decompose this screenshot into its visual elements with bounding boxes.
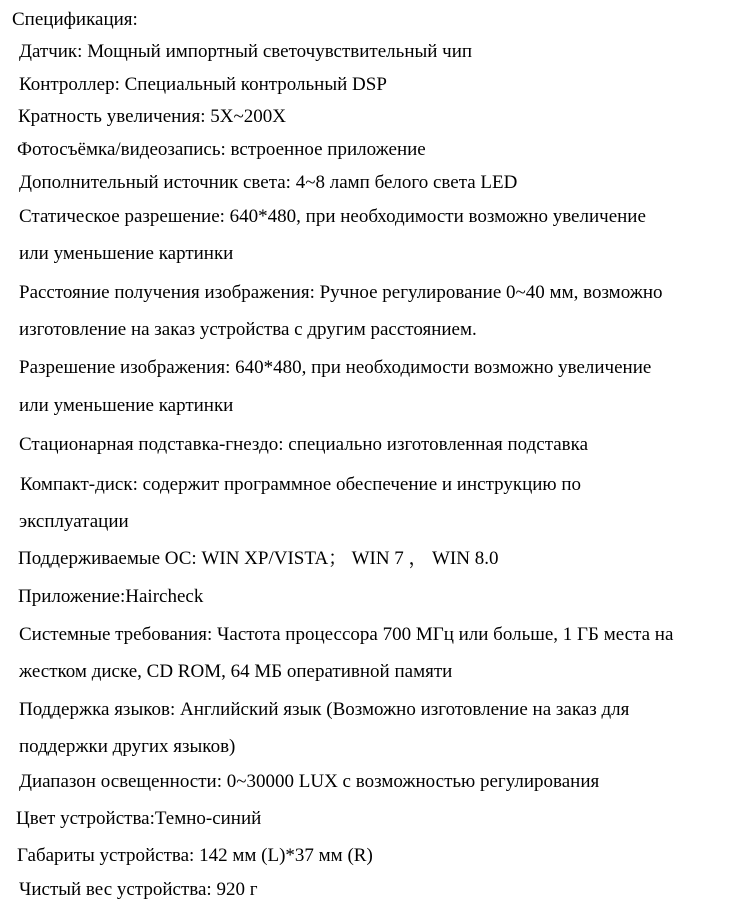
spec-line: Кратность увеличения: 5X~200X [18, 106, 286, 127]
spec-line: эксплуатации [19, 511, 129, 532]
spec-line: жестком диске, CD ROM, 64 МБ оперативной памяти [19, 661, 453, 682]
spec-heading: Спецификация: [12, 9, 138, 30]
spec-line: поддержки других языков) [19, 736, 236, 757]
spec-line: Стационарная подставка-гнездо: специально изготовленная подставка [19, 434, 589, 455]
spec-line: Диапазон освещенности: 0~30000 LUX с возможностью регулирования [19, 771, 600, 792]
spec-line: изготовление на заказ устройства с другим расстоянием. [19, 319, 477, 340]
spec-line: Статическое разрешение: 640*480, при необходимости возможно увеличение [19, 206, 646, 227]
spec-line: Фотосъёмка/видеозапись: встроенное приложение [17, 139, 426, 160]
spec-line: Системные требования: Частота процессора 700 МГц или больше, 1 ГБ места на [19, 624, 674, 645]
spec-line: Габариты устройства: 142 мм (L)*37 мм (R) [17, 845, 373, 866]
spec-line: Чистый вес устройства: 920 г [19, 879, 258, 900]
spec-line: Расстояние получения изображения: Ручное регулирование 0~40 мм, возможно [19, 282, 663, 303]
spec-line: Разрешение изображения: 640*480, при необходимости возможно увеличение [19, 357, 652, 378]
spec-line: Дополнительный источник света: 4~8 ламп белого света LED [19, 172, 518, 193]
spec-line: Поддержка языков: Английский язык (Возможно изготовление на заказ для [19, 699, 630, 720]
spec-line: или уменьшение картинки [19, 395, 234, 416]
spec-line: Контроллер: Специальный контрольный DSP [19, 74, 387, 95]
spec-line: Поддерживаемые ОС: WIN XP/VISTA； WIN 7 ， WIN 8.0 [18, 548, 499, 569]
spec-line: или уменьшение картинки [19, 243, 234, 264]
spec-line: Компакт-диск: содержит программное обеспечение и инструкцию по [20, 474, 582, 495]
spec-line: Датчик: Мощный импортный светочувствительный чип [19, 41, 473, 62]
spec-line: Приложение:Haircheck [18, 586, 204, 607]
spec-line: Цвет устройства:Темно-синий [16, 808, 262, 829]
